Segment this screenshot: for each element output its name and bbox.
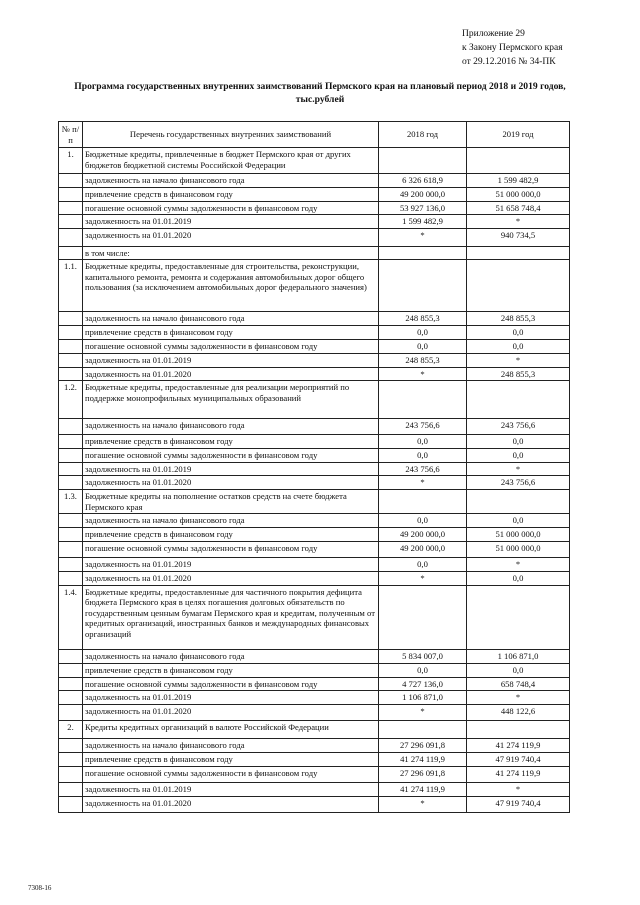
- table-header-row: [59, 122, 570, 148]
- table-row: [59, 312, 570, 326]
- row-description-cell: Кредиты кредитных организаций в валюте Российской Федерации: [83, 720, 379, 738]
- row-value-2019-cell: *: [467, 557, 570, 571]
- row-description-cell: Бюджетные кредиты, предоставленные для строительства, реконструкции, капитального ремонта, ремонта и содержания автомобильных дорог общего пользования (за исключением автомобильных дорог федерального значения): [83, 260, 379, 312]
- table-row: [59, 766, 570, 782]
- row-number-cell: 1.3.: [59, 490, 83, 514]
- table-row: [59, 449, 570, 463]
- row-value-2018-cell: 27 296 091,8: [379, 738, 467, 752]
- row-number-cell: [59, 571, 83, 585]
- row-value-2019-cell: 51 658 748,4: [467, 201, 570, 215]
- row-number-cell: [59, 174, 83, 188]
- table-row: [59, 419, 570, 435]
- row-number-cell: [59, 354, 83, 368]
- row-value-2018-cell: *: [379, 228, 467, 246]
- row-description-cell: задолженность на начало финансового года: [83, 649, 379, 663]
- table-row: [59, 782, 570, 796]
- row-value-2018-cell: 1 599 482,9: [379, 215, 467, 229]
- row-number-cell: [59, 766, 83, 782]
- row-description-cell: погашение основной суммы задолженности в финансовом году: [83, 766, 379, 782]
- row-description-cell: задолженность на 01.01.2019: [83, 782, 379, 796]
- row-value-2019-cell: 448 122,6: [467, 704, 570, 720]
- row-number-cell: [59, 704, 83, 720]
- table-row: [59, 704, 570, 720]
- table-row: [59, 215, 570, 229]
- table-row: [59, 490, 570, 514]
- row-value-2018-cell: 53 927 136,0: [379, 201, 467, 215]
- row-value-2018-cell: 49 200 000,0: [379, 527, 467, 541]
- table-row: [59, 720, 570, 738]
- row-number-cell: [59, 752, 83, 766]
- row-number-cell: [59, 462, 83, 476]
- row-value-2018-cell: [379, 381, 467, 419]
- row-value-2019-cell: 51 000 000,0: [467, 188, 570, 202]
- row-description-cell: задолженность на начало финансового года: [83, 174, 379, 188]
- row-number-cell: [59, 201, 83, 215]
- table-row: [59, 435, 570, 449]
- row-value-2019-cell: [467, 720, 570, 738]
- row-value-2018-cell: 248 855,3: [379, 312, 467, 326]
- row-description-cell: задолженность на 01.01.2020: [83, 796, 379, 812]
- row-value-2019-cell: 243 756,6: [467, 476, 570, 490]
- row-description-cell: погашение основной суммы задолженности в финансовом году: [83, 449, 379, 463]
- row-description-cell: привлечение средств в финансовом году: [83, 663, 379, 677]
- row-description-cell: задолженность на 01.01.2019: [83, 691, 379, 705]
- row-description-cell: Бюджетные кредиты, предоставленные для частичного покрытия дефицита бюджета Пермского края в целях погашения долговых обязательств по государственным ценным бумагам Пермского края и кредитам, полученным от кредитных организаций, иностранных банков и международных финансовых организаций: [83, 585, 379, 649]
- row-value-2019-cell: 0,0: [467, 449, 570, 463]
- table-row: [59, 201, 570, 215]
- table-row: [59, 514, 570, 528]
- row-value-2019-cell: 0,0: [467, 571, 570, 585]
- row-value-2018-cell: 49 200 000,0: [379, 541, 467, 557]
- title-line-1: Программа государственных внутренних заимствований Пермского края на плановый период 2018 и 2019 годов,: [74, 81, 566, 92]
- table-row: [59, 738, 570, 752]
- row-value-2018-cell: 243 756,6: [379, 419, 467, 435]
- row-value-2018-cell: [379, 246, 467, 260]
- table-row: [59, 571, 570, 585]
- row-description-cell: задолженность на начало финансового года: [83, 514, 379, 528]
- row-value-2019-cell: 41 274 119,9: [467, 766, 570, 782]
- row-number-cell: [59, 782, 83, 796]
- row-number-cell: [59, 738, 83, 752]
- row-number-cell: [59, 514, 83, 528]
- row-value-2019-cell: [467, 585, 570, 649]
- row-number-cell: 1.2.: [59, 381, 83, 419]
- table-row: [59, 796, 570, 812]
- row-number-cell: [59, 476, 83, 490]
- table-row: [59, 663, 570, 677]
- row-number-cell: [59, 340, 83, 354]
- row-value-2019-cell: [467, 246, 570, 260]
- row-description-cell: задолженность на начало финансового года: [83, 738, 379, 752]
- row-value-2018-cell: *: [379, 704, 467, 720]
- row-number-cell: [59, 796, 83, 812]
- row-number-cell: [59, 649, 83, 663]
- row-value-2018-cell: *: [379, 367, 467, 381]
- row-value-2018-cell: [379, 720, 467, 738]
- row-description-cell: задолженность на 01.01.2020: [83, 476, 379, 490]
- row-description-cell: привлечение средств в финансовом году: [83, 752, 379, 766]
- row-description-cell: привлечение средств в финансовом году: [83, 435, 379, 449]
- table-row: [59, 148, 570, 174]
- row-value-2018-cell: *: [379, 796, 467, 812]
- row-number-cell: [59, 367, 83, 381]
- row-value-2019-cell: 41 274 119,9: [467, 738, 570, 752]
- table-row: [59, 649, 570, 663]
- row-value-2019-cell: 0,0: [467, 326, 570, 340]
- row-value-2019-cell: [467, 148, 570, 174]
- row-description-cell: Бюджетные кредиты, привлеченные в бюджет Пермского края от других бюджетов бюджетной системы Российской Федерации: [83, 148, 379, 174]
- table-row: [59, 381, 570, 419]
- row-description-cell: задолженность на 01.01.2020: [83, 228, 379, 246]
- table-row: [59, 752, 570, 766]
- row-value-2018-cell: 49 200 000,0: [379, 188, 467, 202]
- appendix-line-2: к Закону Пермского края: [462, 43, 563, 53]
- title-line-2: тыс.рублей: [295, 94, 345, 105]
- row-value-2018-cell: 0,0: [379, 663, 467, 677]
- row-value-2018-cell: [379, 148, 467, 174]
- row-value-2018-cell: 5 834 007,0: [379, 649, 467, 663]
- row-value-2019-cell: 0,0: [467, 435, 570, 449]
- row-description-cell: задолженность на 01.01.2019: [83, 462, 379, 476]
- row-value-2018-cell: 1 106 871,0: [379, 691, 467, 705]
- row-number-cell: [59, 527, 83, 541]
- row-number-cell: 2.: [59, 720, 83, 738]
- row-description-cell: погашение основной суммы задолженности в финансовом году: [83, 677, 379, 691]
- row-value-2019-cell: *: [467, 354, 570, 368]
- row-number-cell: [59, 449, 83, 463]
- table-row: [59, 585, 570, 649]
- row-value-2018-cell: 248 855,3: [379, 354, 467, 368]
- row-value-2019-cell: *: [467, 782, 570, 796]
- row-value-2018-cell: 41 274 119,9: [379, 782, 467, 796]
- table-row: [59, 367, 570, 381]
- appendix-line-3: от 29.12.2016 № 34-ПК: [462, 57, 556, 67]
- row-value-2019-cell: 0,0: [467, 663, 570, 677]
- row-value-2018-cell: 0,0: [379, 557, 467, 571]
- row-value-2018-cell: [379, 490, 467, 514]
- row-number-cell: 1.1.: [59, 260, 83, 312]
- table-row: [59, 691, 570, 705]
- row-description-cell: погашение основной суммы задолженности в финансовом году: [83, 340, 379, 354]
- table-body: [59, 148, 570, 813]
- row-value-2019-cell: 51 000 000,0: [467, 527, 570, 541]
- row-description-cell: привлечение средств в финансовом году: [83, 188, 379, 202]
- document-title: [60, 80, 580, 106]
- row-number-cell: [59, 215, 83, 229]
- row-value-2019-cell: [467, 490, 570, 514]
- row-value-2019-cell: 51 000 000,0: [467, 541, 570, 557]
- row-number-cell: 1.: [59, 148, 83, 174]
- row-value-2019-cell: 248 855,3: [467, 367, 570, 381]
- row-value-2019-cell: *: [467, 462, 570, 476]
- row-number-cell: [59, 312, 83, 326]
- row-value-2019-cell: 940 734,5: [467, 228, 570, 246]
- row-number-cell: [59, 663, 83, 677]
- row-value-2018-cell: 243 756,6: [379, 462, 467, 476]
- table-row: [59, 228, 570, 246]
- row-value-2019-cell: 1 599 482,9: [467, 174, 570, 188]
- row-description-cell: Бюджетные кредиты на пополнение остатков средств на счете бюджета Пермского края: [83, 490, 379, 514]
- row-value-2019-cell: [467, 260, 570, 312]
- row-value-2018-cell: [379, 260, 467, 312]
- row-value-2019-cell: 47 919 740,4: [467, 752, 570, 766]
- row-number-cell: [59, 677, 83, 691]
- table-row: [59, 174, 570, 188]
- row-value-2018-cell: *: [379, 476, 467, 490]
- row-description-cell: задолженность на начало финансового года: [83, 312, 379, 326]
- row-value-2019-cell: 248 855,3: [467, 312, 570, 326]
- row-description-cell: задолженность на 01.01.2020: [83, 571, 379, 585]
- row-description-cell: задолженность на 01.01.2019: [83, 557, 379, 571]
- row-number-cell: [59, 691, 83, 705]
- row-description-cell: в том числе:: [83, 246, 379, 260]
- table-row: [59, 541, 570, 557]
- table-row: [59, 246, 570, 260]
- row-value-2018-cell: [379, 585, 467, 649]
- row-number-cell: [59, 541, 83, 557]
- column-header-num: № п/п: [59, 122, 83, 148]
- table-row: [59, 188, 570, 202]
- table-row: [59, 476, 570, 490]
- row-value-2018-cell: *: [379, 571, 467, 585]
- row-number-cell: [59, 557, 83, 571]
- table-row: [59, 462, 570, 476]
- row-number-cell: [59, 246, 83, 260]
- row-value-2018-cell: 0,0: [379, 514, 467, 528]
- row-description-cell: задолженность на 01.01.2020: [83, 704, 379, 720]
- row-description-cell: задолженность на начало финансового года: [83, 419, 379, 435]
- row-number-cell: [59, 419, 83, 435]
- row-value-2019-cell: [467, 381, 570, 419]
- row-value-2019-cell: *: [467, 215, 570, 229]
- row-description-cell: задолженность на 01.01.2019: [83, 354, 379, 368]
- row-number-cell: 1.4.: [59, 585, 83, 649]
- table-row: [59, 340, 570, 354]
- row-value-2018-cell: 41 274 119,9: [379, 752, 467, 766]
- row-number-cell: [59, 435, 83, 449]
- row-value-2019-cell: *: [467, 691, 570, 705]
- appendix-header: [462, 27, 563, 69]
- row-value-2018-cell: 0,0: [379, 449, 467, 463]
- table-row: [59, 557, 570, 571]
- row-description-cell: погашение основной суммы задолженности в финансовом году: [83, 541, 379, 557]
- appendix-line-1: Приложение 29: [462, 29, 525, 39]
- table-row: [59, 677, 570, 691]
- row-value-2019-cell: 243 756,6: [467, 419, 570, 435]
- row-value-2019-cell: 658 748,4: [467, 677, 570, 691]
- table-row: [59, 527, 570, 541]
- row-description-cell: задолженность на 01.01.2020: [83, 367, 379, 381]
- row-value-2018-cell: 27 296 091,8: [379, 766, 467, 782]
- row-value-2018-cell: 4 727 136,0: [379, 677, 467, 691]
- table-row: [59, 260, 570, 312]
- row-description-cell: привлечение средств в финансовом году: [83, 527, 379, 541]
- row-description-cell: привлечение средств в финансовом году: [83, 326, 379, 340]
- row-value-2019-cell: 0,0: [467, 514, 570, 528]
- footer-code: 7308-16: [28, 884, 52, 892]
- row-description-cell: задолженность на 01.01.2019: [83, 215, 379, 229]
- borrowing-program-table: [58, 121, 570, 813]
- row-value-2018-cell: 6 326 618,9: [379, 174, 467, 188]
- row-value-2019-cell: 0,0: [467, 340, 570, 354]
- column-header-2019: 2019 год: [467, 122, 570, 148]
- column-header-2018: 2018 год: [379, 122, 467, 148]
- row-value-2018-cell: 0,0: [379, 326, 467, 340]
- row-value-2019-cell: 47 919 740,4: [467, 796, 570, 812]
- table-row: [59, 354, 570, 368]
- row-description-cell: Бюджетные кредиты, предоставленные для реализации мероприятий по поддержке монопрофильных муниципальных образований: [83, 381, 379, 419]
- row-value-2018-cell: 0,0: [379, 340, 467, 354]
- row-number-cell: [59, 228, 83, 246]
- row-value-2018-cell: 0,0: [379, 435, 467, 449]
- table-row: [59, 326, 570, 340]
- column-header-name: Перечень государственных внутренних заимствований: [83, 122, 379, 148]
- row-number-cell: [59, 326, 83, 340]
- row-value-2019-cell: 1 106 871,0: [467, 649, 570, 663]
- row-number-cell: [59, 188, 83, 202]
- row-description-cell: погашение основной суммы задолженности в финансовом году: [83, 201, 379, 215]
